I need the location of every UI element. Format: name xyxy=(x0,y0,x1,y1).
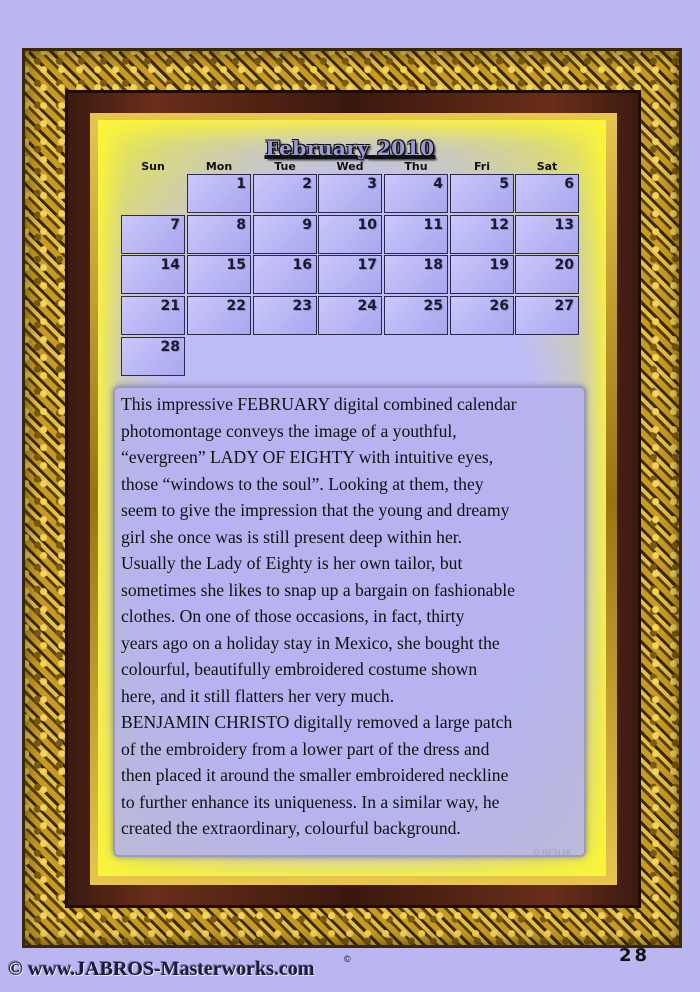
day-number: 9 xyxy=(302,217,312,233)
description-line: here, and it still flatters her very much. xyxy=(121,685,395,706)
calendar-day-cell xyxy=(253,174,317,213)
calendar-day-cell xyxy=(450,215,514,254)
description-line: of the embroidery from a lower part of the dress and xyxy=(121,738,490,759)
day-number: 12 xyxy=(489,217,509,233)
description-line: clothes. On one of those occasions, in fact, thirty xyxy=(121,606,465,626)
calendar-day-cell xyxy=(187,296,251,335)
calendar-day-cell xyxy=(384,174,448,213)
calendar-title: February 2010 xyxy=(265,136,435,160)
weekday-thu: Thu xyxy=(404,160,428,173)
calendar-day-cell xyxy=(384,255,448,294)
day-number: 22 xyxy=(226,298,246,314)
calendar-day-cell xyxy=(515,255,579,294)
description-line: girl she once was is still present deep within her. xyxy=(121,526,463,547)
day-number: 11 xyxy=(423,217,443,233)
calendar-day-cell xyxy=(187,255,251,294)
calendar-day-cell xyxy=(253,215,317,254)
day-number: 23 xyxy=(292,298,312,314)
weekday-fri: Fri xyxy=(473,160,490,173)
description-line: created the extraordinary, colourful background. xyxy=(121,818,461,838)
day-number: 26 xyxy=(489,298,509,314)
day-number: 7 xyxy=(170,217,180,233)
day-number: 8 xyxy=(236,217,246,233)
day-number: 25 xyxy=(423,298,443,314)
weekday-mon: Mon xyxy=(205,160,233,173)
watermark: © BENJA xyxy=(533,848,572,858)
day-number: 10 xyxy=(357,217,377,233)
calendar-day-cell xyxy=(121,337,185,376)
day-number: 6 xyxy=(564,176,574,192)
day-number: 16 xyxy=(292,257,312,273)
day-number: 1 xyxy=(236,176,246,192)
calendar-day-cell xyxy=(121,296,185,335)
weekday-sat: Sat xyxy=(536,160,558,173)
description-line: photomontage conveys the image of a youthful, xyxy=(121,420,457,441)
description-line: Usually the Lady of Eighty is her own tailor, but xyxy=(121,553,463,573)
calendar-day-cell xyxy=(318,296,382,335)
calendar-day-cell xyxy=(515,174,579,213)
description-line: This impressive FEBRUARY digital combined calendar xyxy=(121,394,517,414)
calendar-day-cell xyxy=(253,255,317,294)
description-box xyxy=(113,386,586,857)
calendar-day-cell xyxy=(384,215,448,254)
calendar-day-cell xyxy=(121,215,185,254)
calendar-day-cell xyxy=(450,174,514,213)
description-line: those “windows to the soul”. Looking at them, they xyxy=(121,473,484,494)
day-number: 14 xyxy=(160,257,180,273)
calendar-day-cell xyxy=(121,255,185,294)
calendar-day-cell xyxy=(450,255,514,294)
calendar-day-cell xyxy=(318,174,382,213)
calendar-day-cell xyxy=(450,296,514,335)
description-line: sometimes she likes to snap up a bargain on fashionable xyxy=(121,579,515,600)
calendar-day-cell xyxy=(515,215,579,254)
day-number: 24 xyxy=(357,298,377,314)
day-number: 5 xyxy=(499,176,509,192)
weekday-wed: Wed xyxy=(336,160,364,173)
description-line: “evergreen” LADY OF EIGHTY with intuitive eyes, xyxy=(121,447,494,467)
day-number: 17 xyxy=(357,257,377,273)
calendar-day-cell xyxy=(384,296,448,335)
calendar-day-cell xyxy=(318,255,382,294)
footer-website: © www.JABROS-Masterworks.com xyxy=(8,958,315,980)
calendar-day-cell xyxy=(187,174,251,213)
day-number: 19 xyxy=(489,257,509,273)
calendar-day-cell xyxy=(253,296,317,335)
description-line: seem to give the impression that the young and dreamy xyxy=(121,500,510,520)
description-line: then placed it around the smaller embroidered neckline xyxy=(121,765,509,785)
calendar-day-cell xyxy=(515,296,579,335)
day-number: 20 xyxy=(554,257,574,273)
day-number: 21 xyxy=(160,298,180,314)
calendar-day-cell xyxy=(318,215,382,254)
description-line: BENJAMIN CHRISTO digitally removed a large patch xyxy=(121,712,513,732)
weekday-sun: Sun xyxy=(141,160,165,173)
copyright-mark: © xyxy=(344,954,351,964)
page-number: 28 xyxy=(619,945,651,966)
description-line: to further enhance its uniqueness. In a similar way, he xyxy=(121,791,500,812)
day-number: 4 xyxy=(433,176,443,192)
calendar-day-cell xyxy=(187,215,251,254)
description-line: years ago on a holiday stay in Mexico, she bought the xyxy=(121,632,500,653)
day-number: 13 xyxy=(554,217,574,233)
description-line: colourful, beautifully embroidered costume shown xyxy=(121,659,478,679)
weekday-tue: Tue xyxy=(274,160,296,173)
day-number: 18 xyxy=(423,257,443,273)
day-number: 3 xyxy=(367,176,377,192)
day-number: 27 xyxy=(554,298,574,314)
day-number: 28 xyxy=(160,339,180,355)
day-number: 2 xyxy=(302,176,312,192)
day-number: 15 xyxy=(226,257,246,273)
